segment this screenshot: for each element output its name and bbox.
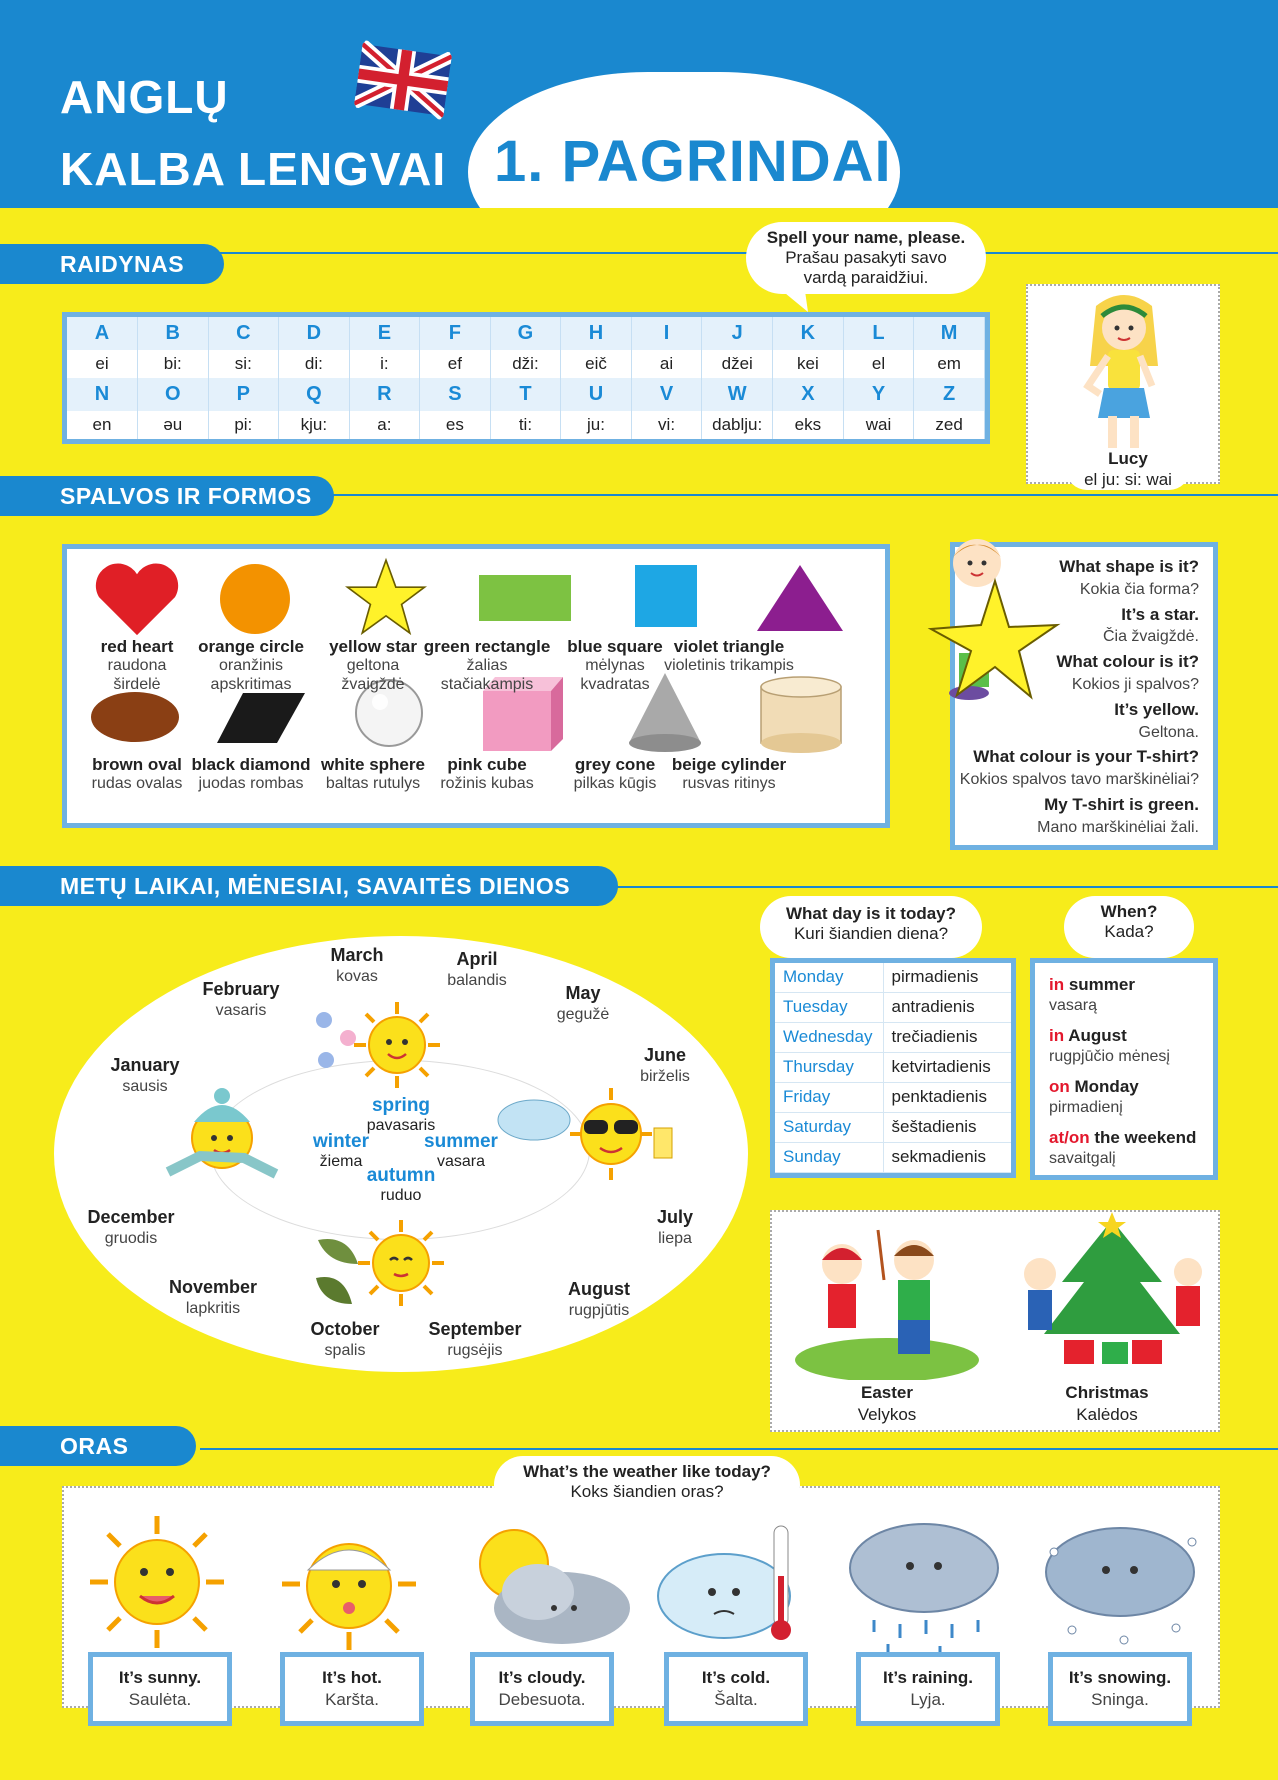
alphabet-letter: X [773, 378, 844, 411]
alphabet-sound: en [67, 411, 138, 439]
raining-cloud-icon [844, 1512, 1004, 1662]
cold-cloud-icon [654, 1516, 804, 1656]
weather-label [1048, 1652, 1192, 1726]
when-en: summer [1064, 975, 1135, 994]
season-lt: pavasaris [366, 1117, 436, 1134]
section-title-seasons: METŲ LAIKAI, MĖNESIAI, SAVAITĖS DIENOS [0, 866, 618, 906]
holiday-en: Christmas [1065, 1383, 1149, 1402]
christmas-tree-icon [1012, 1212, 1212, 1380]
season-en: spring [371, 1095, 431, 1116]
dialog-line: What colour is it? [1056, 652, 1199, 672]
holiday-label [1032, 1382, 1182, 1426]
alphabet-sound: pi: [208, 411, 279, 439]
alphabet-table [62, 312, 990, 444]
when-en: August [1064, 1026, 1127, 1045]
day-question-lt: Kuri šiandien diena? [793, 924, 949, 943]
month-lt: sausis [122, 1078, 168, 1095]
day-row [775, 992, 1011, 1022]
month-en: July [656, 1207, 694, 1227]
dialog-line: My T-shirt is green. [1044, 795, 1199, 814]
snowing-cloud-icon [1034, 1512, 1204, 1662]
shape-label-lt: oranžinis [218, 657, 284, 674]
sunny-sun-icon [82, 1512, 232, 1652]
when-lt: vasarą [1049, 997, 1098, 1014]
circle-shape [220, 564, 290, 634]
shape-label-lt: geltona [346, 657, 400, 674]
star-shape [347, 560, 424, 633]
section-line-colors [200, 494, 1278, 496]
alphabet-letter: S [420, 378, 491, 411]
weather-lt: Šalta. [714, 1690, 758, 1709]
triangle-icon [755, 563, 845, 633]
when-bubble [1064, 896, 1194, 958]
shape-label-en: violet triangle [673, 637, 785, 656]
month-en: September [428, 1319, 522, 1339]
diamond-shape [217, 693, 305, 743]
weather-en: It’s cold. [701, 1668, 771, 1687]
alphabet-sound: a: [349, 411, 419, 439]
shape-label-en: beige cylinder [671, 755, 787, 774]
day-row [775, 963, 1011, 992]
day-en: Thursday [775, 1052, 883, 1082]
month-label [410, 1318, 540, 1362]
month-en: November [168, 1277, 258, 1297]
alphabet-letter: C [208, 317, 279, 350]
month-en: August [568, 1279, 630, 1299]
when-preposition: in [1049, 1026, 1065, 1045]
season-en: winter [313, 1131, 369, 1152]
alphabet-sound: dablju: [702, 411, 773, 439]
lucy-caption [1066, 448, 1190, 490]
alphabet-sound: ei [67, 350, 138, 378]
alphabet-sound: el [843, 350, 914, 378]
day-lt: penktadienis [883, 1082, 1011, 1112]
autumn-sun-icon [356, 1218, 446, 1308]
alphabet-letter: A [67, 317, 138, 350]
shape-label-lt2: kvadratas [580, 676, 650, 693]
dialog-line: Kokios spalvos tavo marškinėliai? [959, 771, 1199, 789]
alphabet-letter: W [702, 378, 773, 411]
when-preposition: at/on [1049, 1128, 1090, 1147]
dialog-line: Čia žvaigždė. [1102, 628, 1199, 646]
shape-label-lt: pilkas kūgis [573, 775, 657, 792]
day-row [775, 1082, 1011, 1112]
shapes-panel [62, 544, 890, 828]
month-en: January [110, 1055, 180, 1075]
alphabet-sound: ef [420, 350, 491, 378]
month-en: April [456, 949, 498, 969]
alphabet-sound: ju: [561, 411, 632, 439]
weather-label [664, 1652, 808, 1726]
month-label [176, 978, 306, 1022]
circle-icon [217, 561, 293, 637]
day-row [775, 1112, 1011, 1142]
section-title-alphabet: RAIDYNAS [0, 244, 224, 284]
month-lt: liepa [658, 1230, 692, 1247]
when-box [1030, 958, 1218, 1180]
shape-label-en: black diamond [191, 755, 311, 774]
shape-label-lt: violetinis trikampis [664, 657, 794, 674]
alphabet-sound: eič [561, 350, 632, 378]
dialog-line: Mano marškinėliai žali. [1037, 818, 1199, 836]
weather-label [470, 1652, 614, 1726]
easter-children-icon [792, 1220, 982, 1380]
season-en: autumn [366, 1165, 436, 1186]
when-phrase [1049, 1128, 1196, 1148]
when-lt: rugpjūčio mėnesį [1049, 1048, 1170, 1065]
alphabet-sound: džei [702, 350, 773, 378]
alphabet-sound: i: [349, 350, 419, 378]
alphabet-sound: kju: [279, 411, 350, 439]
month-lt: rugsėjis [447, 1342, 503, 1359]
season-label [346, 1096, 456, 1136]
shape-label-en: yellow star [329, 637, 417, 656]
heart-icon [89, 561, 185, 637]
alphabet-letter: G [490, 317, 561, 350]
holiday-label [812, 1382, 962, 1426]
shape-label [661, 755, 797, 793]
dialog-line: Kokios ji spalvos? [1071, 676, 1199, 693]
lucy-spelling: el ju: si: wai [1084, 470, 1172, 489]
square-shape [635, 565, 697, 627]
lucy-name: Lucy [1108, 449, 1148, 468]
when-phrase [1049, 1026, 1127, 1046]
rectangle-shape [479, 575, 571, 621]
when-phrase [1049, 975, 1135, 995]
alphabet-letter: T [490, 378, 561, 411]
shape-label-en: pink cube [447, 755, 527, 774]
weather-label [856, 1652, 1000, 1726]
month-lt: spalis [324, 1342, 366, 1359]
when-bubble-en: When? [1100, 902, 1158, 921]
alphabet-sound: vi: [631, 411, 702, 439]
alphabet-letter: F [420, 317, 491, 350]
when-lt: pirmadienį [1049, 1099, 1123, 1116]
month-label [518, 982, 648, 1026]
shape-label [661, 637, 797, 675]
shape-label-lt: rusvas ritinys [682, 775, 776, 792]
shape-label [419, 755, 555, 793]
shape-dialog-box [950, 542, 1218, 850]
month-lt: vasaris [215, 1002, 267, 1019]
shape-label-lt: mėlynas [585, 657, 645, 674]
holiday-lt: Velykos [857, 1405, 917, 1424]
oval-shape [91, 692, 179, 742]
shape-label-lt2: širdelė [113, 676, 161, 693]
alphabet-letter: I [631, 317, 702, 350]
dialog-line: What shape is it? [1059, 557, 1199, 576]
day-lt: antradienis [883, 992, 1011, 1022]
alphabet-sound: kei [773, 350, 844, 378]
section-title-weather: ORAS [0, 1426, 196, 1466]
month-label [610, 1206, 740, 1250]
day-lt: sekmadienis [883, 1142, 1011, 1172]
season-lt: žiema [319, 1153, 363, 1170]
alphabet-letter: P [208, 378, 279, 411]
weather-question-bubble [494, 1456, 800, 1514]
alphabet-letter: Z [914, 378, 985, 411]
shape-label-lt: rudas ovalas [91, 775, 183, 792]
alphabet-letter: O [138, 378, 209, 411]
day-en: Wednesday [775, 1022, 883, 1052]
shape-label-en: green rectangle [423, 637, 551, 656]
spring-sun-icon [352, 1000, 442, 1090]
dialog-line: It’s a star. [1121, 604, 1199, 624]
month-label [292, 944, 422, 988]
weather-en: It’s snowing. [1068, 1668, 1172, 1687]
alphabet-letter: V [631, 378, 702, 411]
alphabet-sound: em [914, 350, 985, 378]
alphabet-letter: Q [279, 378, 350, 411]
alphabet-letter: D [279, 317, 350, 350]
bubble-tail-icon [770, 284, 820, 314]
season-label [346, 1166, 456, 1206]
cloudy-icon [462, 1522, 632, 1652]
month-label [66, 1206, 196, 1250]
shape-label [183, 637, 319, 694]
month-en: October [310, 1319, 380, 1339]
shape-label-lt: baltas rutulys [325, 775, 421, 792]
weather-lt: Debesuota. [498, 1690, 586, 1709]
month-label [534, 1278, 664, 1322]
day-question-bubble [760, 896, 982, 958]
weather-question-en: What’s the weather like today? [523, 1462, 771, 1481]
month-en: June [643, 1045, 686, 1065]
weather-en: It’s hot. [322, 1668, 382, 1687]
month-label [280, 1318, 410, 1362]
alphabet-letter: L [843, 317, 914, 350]
month-en: May [565, 983, 601, 1003]
section-title-colors: SPALVOS IR FORMOS [0, 476, 334, 516]
alphabet-letter: H [561, 317, 632, 350]
dialog-line: Geltona. [1138, 723, 1199, 741]
dialog-line: It’s yellow. [1114, 699, 1199, 719]
month-lt: kovas [336, 968, 378, 985]
month-label [80, 1054, 210, 1098]
section-line-weather [200, 1448, 1278, 1450]
cube-shape [483, 691, 551, 751]
when-phrase [1049, 1077, 1139, 1097]
weather-label [88, 1652, 232, 1726]
season-lt: vasara [436, 1153, 486, 1170]
weather-lt: Saulėta. [128, 1690, 192, 1709]
weather-lt: Sninga. [1091, 1690, 1149, 1709]
alphabet-sound: eks [773, 411, 844, 439]
weather-question-lt: Koks šiandien oras? [570, 1482, 724, 1501]
days-table [770, 958, 1016, 1178]
month-lt: rugpjūtis [568, 1302, 630, 1319]
when-bubble-lt: Kada? [1104, 922, 1154, 941]
section-line-alphabet [200, 252, 1278, 254]
title-line1: ANGLŲ [60, 71, 229, 123]
flowers-icon [310, 1006, 362, 1076]
month-lt: balandis [447, 972, 507, 989]
shape-label-lt2: apskritimas [210, 676, 292, 693]
weather-en: It’s raining. [882, 1668, 974, 1687]
diamond-icon [215, 691, 307, 745]
day-lt: pirmadienis [883, 963, 1011, 992]
alphabet-letter: R [349, 378, 419, 411]
weather-en: It’s cloudy. [498, 1668, 586, 1687]
when-lt: savaitgalį [1049, 1150, 1116, 1167]
alphabet-letter: M [914, 317, 985, 350]
month-lt: birželis [640, 1068, 690, 1085]
alphabet-sound: bi: [138, 350, 209, 378]
shape-label-lt: juodas rombas [198, 775, 304, 792]
triangle-shape [757, 565, 843, 631]
day-row [775, 1022, 1011, 1052]
alphabet-sound: es [420, 411, 491, 439]
shape-label-lt: rožinis kubas [440, 775, 534, 792]
shape-label-en: blue square [567, 637, 663, 656]
alphabet-letter: Y [843, 378, 914, 411]
header-banner [0, 0, 1278, 208]
alphabet-sound: ti: [490, 411, 561, 439]
month-en: February [202, 979, 280, 999]
month-lt: gegužė [556, 1006, 610, 1023]
weather-lt: Lyja. [910, 1690, 946, 1709]
shape-label-en: brown oval [92, 755, 182, 774]
dialog-line: Kokia čia forma? [1079, 580, 1199, 598]
alphabet-sound: si: [208, 350, 279, 378]
alphabet-letter: N [67, 378, 138, 411]
holiday-lt: Kalėdos [1076, 1405, 1138, 1424]
day-en: Saturday [775, 1112, 883, 1142]
month-label [600, 1044, 730, 1088]
summer-sun-icon [566, 1084, 676, 1184]
day-lt: trečiadienis [883, 1022, 1011, 1052]
shape-label [419, 637, 555, 694]
alphabet-sound: di: [279, 350, 350, 378]
alphabet-letter: J [702, 317, 773, 350]
part-title: 1. PAGRINDAI [494, 129, 892, 194]
title-line2: KALBA LENGVAI [60, 143, 447, 195]
alphabet-letter: E [349, 317, 419, 350]
shape-label-en: orange circle [198, 637, 304, 656]
spell-bubble-lt1: Prašau pasakyti savo [785, 248, 947, 267]
alphabet-letter: K [773, 317, 844, 350]
alphabet-sound: əu [138, 411, 209, 439]
shape-label-lt: žalias stačiakampis [440, 657, 534, 693]
heart-shape [96, 564, 178, 636]
day-en: Monday [775, 963, 883, 992]
weather-label [280, 1652, 424, 1726]
rectangle-icon [477, 573, 573, 625]
month-en: March [330, 945, 384, 965]
weather-en: It’s sunny. [118, 1668, 202, 1687]
when-en: the weekend [1089, 1128, 1197, 1147]
spell-bubble-lt2: vardą paraidžiui. [803, 268, 929, 287]
alphabet-letter: B [138, 317, 209, 350]
weather-lt: Karšta. [325, 1690, 379, 1709]
day-en: Friday [775, 1082, 883, 1112]
when-preposition: on [1049, 1077, 1070, 1096]
month-en: December [87, 1207, 175, 1227]
season-en: summer [424, 1131, 498, 1152]
holiday-en: Easter [861, 1383, 913, 1402]
cylinder-icon [759, 675, 843, 755]
dialog-line: What colour is your T-shirt? [973, 747, 1199, 767]
square-icon [633, 561, 699, 631]
day-question-en: What day is it today? [785, 904, 957, 923]
shape-label [183, 755, 319, 793]
alphabet-letter: U [561, 378, 632, 411]
weather-panel [62, 1486, 1220, 1708]
shape-label-lt: raudona [107, 657, 167, 674]
when-en: Monday [1069, 1077, 1139, 1096]
day-en: Tuesday [775, 992, 883, 1022]
day-row [775, 1142, 1011, 1172]
day-lt: šeštadienis [883, 1112, 1011, 1142]
alphabet-sound: zed [914, 411, 985, 439]
day-en: Sunday [775, 1142, 883, 1172]
shape-label-en: red heart [100, 637, 174, 656]
hot-sun-icon [274, 1514, 424, 1654]
alphabet-sound: wai [843, 411, 914, 439]
spell-bubble-en: Spell your name, please. [766, 228, 966, 247]
month-label [148, 1276, 278, 1320]
leaves-icon [308, 1234, 368, 1312]
shape-label-lt2: žvaigždė [341, 676, 405, 693]
alphabet-sound: dži: [490, 350, 561, 378]
season-lt: ruduo [380, 1187, 422, 1204]
day-row [775, 1052, 1011, 1082]
when-preposition: in [1049, 975, 1065, 994]
month-lt: gruodis [104, 1230, 158, 1247]
uk-flag-icon [354, 40, 453, 120]
shape-label-en: grey cone [574, 755, 656, 774]
month-lt: lapkritis [185, 1300, 241, 1317]
winter-sun-icon [160, 1086, 280, 1186]
alphabet-sound: ai [631, 350, 702, 378]
shape-label-en: white sphere [321, 755, 425, 774]
holidays-panel [770, 1210, 1220, 1432]
oval-icon [89, 689, 181, 745]
day-lt: ketvirtadienis [883, 1052, 1011, 1082]
star-icon [345, 557, 427, 637]
